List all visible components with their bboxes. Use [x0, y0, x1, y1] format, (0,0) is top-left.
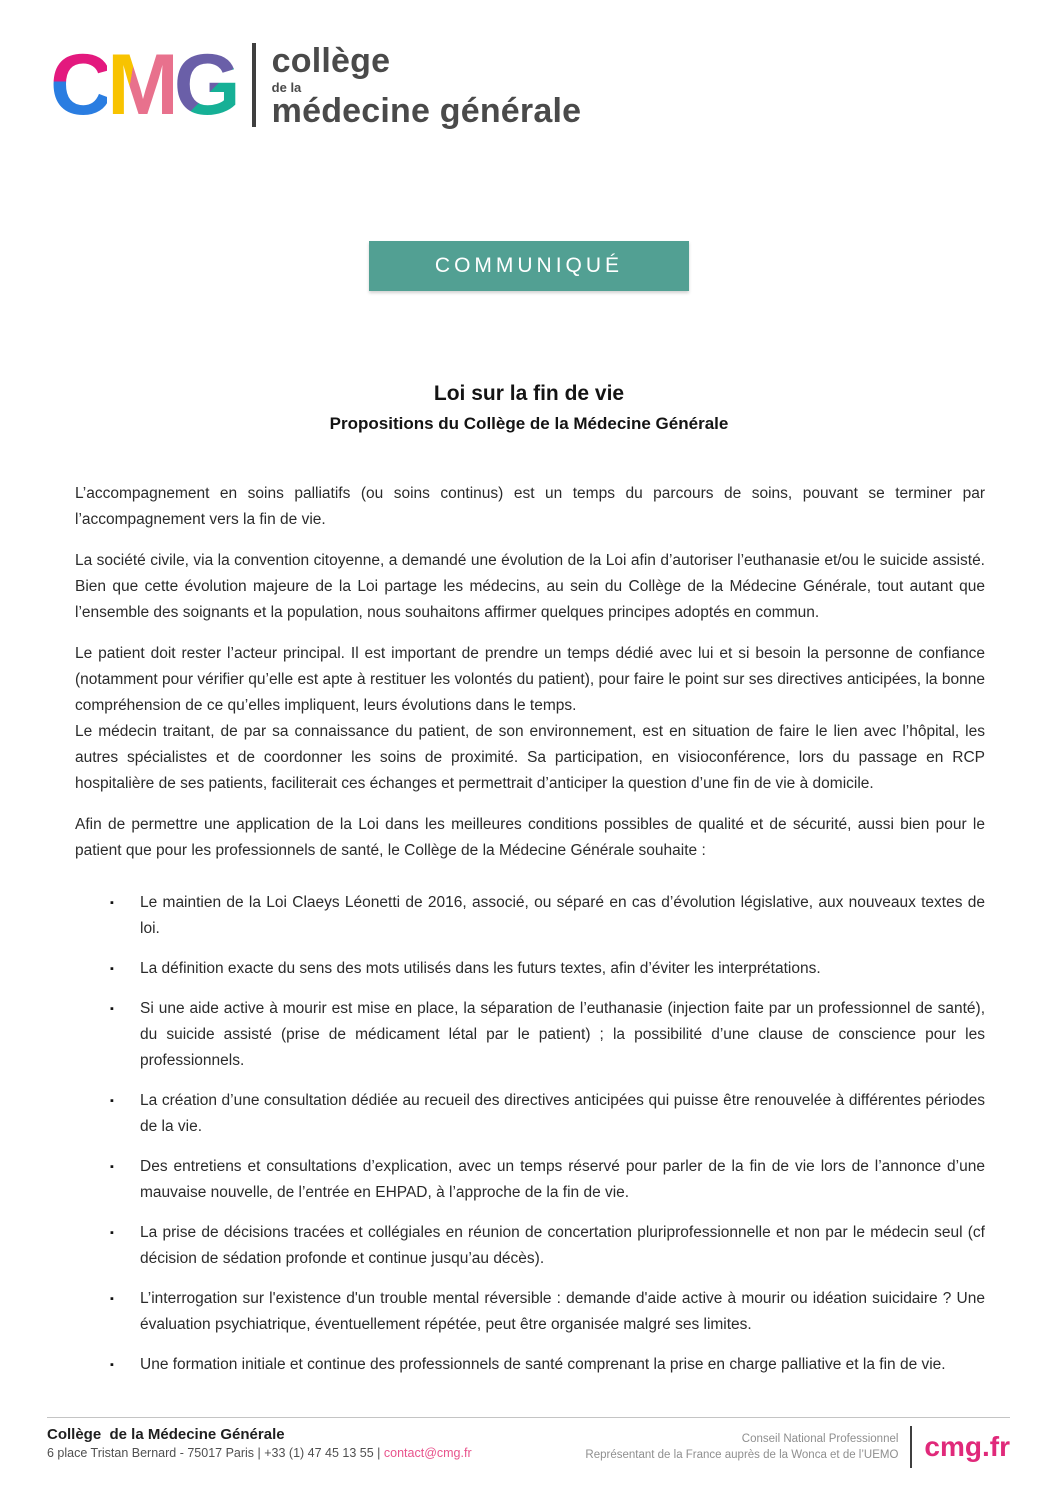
list-item	[110, 1088, 985, 1140]
footer-address	[47, 1446, 472, 1460]
footer-affiliation-line2: Représentant de la France auprès de la Wonca et de l’UEMO	[585, 1449, 899, 1461]
logo-divider	[252, 43, 256, 127]
wordmark-medecine-generale: médecine générale	[271, 92, 582, 130]
list-item	[110, 1220, 985, 1272]
cmg-logo-acronym	[50, 37, 236, 133]
footer-email-link[interactable]: contact@cmg.fr	[383, 1446, 472, 1460]
footer-site-link[interactable]: cmg.fr	[924, 1431, 1010, 1462]
list-item	[110, 1154, 985, 1206]
paragraph-souhaite: Afin de permettre une application de la Loi dans les meilleures conditions possibles de qualité et de sécurité, aussi bien pour le patient que pour les professionnels de santé, le Collège de la Médecine Générale souhaite :	[75, 816, 985, 859]
wordmark-college: collège	[271, 42, 391, 80]
list-item-text: La création d’une consultation dédiée au recueil des directives anticipées qui puisse être renouvelée à différentes périodes de la vie.	[140, 1092, 985, 1135]
footer-contact-block	[47, 1426, 472, 1460]
paragraph-medecin-traitant: Le médecin traitant, de par sa connaissance du patient, de son environnement, est en situation de faire le lien avec l’hôpital, les autres spécialistes et de coordonner les soins de proximité. Sa participation, en visioconférence, lors du passage en RCP hospitalière de ses patients, faciliterait ces échanges et permettrait d’anticiper la question d’une fin de vie à domicile.	[75, 723, 985, 792]
footer-org-name: Collège de la Médecine Générale	[47, 1426, 285, 1443]
list-item-text: Une formation initiale et continue des professionnels de santé comprenant la prise en charge palliative et la fin de vie.	[140, 1356, 946, 1373]
list-item	[110, 1352, 985, 1378]
page-footer	[47, 1417, 1010, 1468]
footer-affiliation-line1: Conseil National Professionnel	[741, 1433, 899, 1445]
footer-address-text: 6 place Tristan Bernard - 75017 Paris | +33 (1) 47 45 13 55 |	[47, 1446, 384, 1460]
wordmark-de-la: de la	[271, 80, 302, 95]
footer-affiliation-block	[585, 1426, 1010, 1468]
logo-letter-m: M	[107, 37, 174, 133]
list-item-text: La définition exacte du sens des mots utilisés dans les futurs textes, afin d’éviter les interprétations.	[140, 960, 821, 977]
bullet-square-icon: ▪	[110, 1359, 114, 1371]
paragraph-intro: L’accompagnement en soins palliatifs (ou soins continus) est un temps du parcours de soins, pouvant se terminer par l’accompagnement vers la fin de vie.	[75, 485, 985, 528]
list-item	[110, 890, 985, 942]
cmg-logo	[50, 37, 582, 133]
list-item-text: Des entretiens et consultations d’explication, avec un temps réservé pour parler de la fin de vie lors de l’annonce d’une mauvaise nouvelle, de l’entrée en EHPAD, à l’approche de la fin de vie.	[140, 1158, 985, 1201]
logo-letter-g: G	[173, 37, 236, 133]
list-item-text: La prise de décisions tracées et collégiales en réunion de concertation pluriprofessionnelle et non par le médecin seul (cf décision de sédation profonde et continue jusqu’au décès).	[140, 1224, 985, 1267]
proposals-list	[75, 890, 985, 1378]
paragraph-patient: Le patient doit rester l’acteur principal. Il est important de prendre un temps dédié avec lui et si besoin la personne de confiance (notamment pour vérifier qu’elle est apte à restituer les volontés du patient), pour faire le point sur ses directives anticipées, la bonne compréhension de ce qu’elles impliquent, leurs évolutions dans le temps.	[75, 645, 985, 714]
list-item	[110, 956, 985, 982]
list-item-text: L’interrogation sur l'existence d'un trouble mental réversible : demande d'aide active à mourir ou idéation suicidaire ? Une évaluation psychiatrique, éventuellement répétée, peut être organisée malgré ses limites.	[140, 1290, 985, 1333]
bullet-square-icon: ▪	[110, 963, 114, 975]
logo-letter-c: C	[50, 37, 108, 133]
logo-wordmark	[272, 42, 582, 128]
list-item-text: Le maintien de la Loi Claeys Léonetti de 2016, associé, ou séparé en cas d’évolution législative, aux nouveaux textes de loi.	[140, 894, 985, 937]
communique-banner: COMMUNIQUÉ	[369, 241, 689, 291]
document-body	[75, 481, 985, 1392]
paragraph-societe-civile: La société civile, via la convention citoyenne, a demandé une évolution de la Loi afin d’autoriser l’euthanasie et/ou le suicide assisté. Bien que cette évolution majeure de la Loi partage les médecins, au sein du Collège de la Médecine Générale, tout autant que l’ensemble des soignants et la population, nous souhaitons affirmer quelques principes adoptés en commun.	[75, 552, 985, 621]
bullet-square-icon: ▪	[110, 1293, 114, 1305]
bullet-square-icon: ▪	[110, 1161, 114, 1173]
bullet-square-icon: ▪	[110, 897, 114, 909]
page-subtitle: Propositions du Collège de la Médecine Générale	[329, 414, 729, 433]
list-item-text: Si une aide active à mourir est mise en place, la séparation de l’euthanasie (injection faite par un professionnel de santé), du suicide assisté (prise de médicament létal par le patient) ; la possibilité d’une clause de conscience pour les professionnels.	[140, 1000, 985, 1069]
footer-divider	[910, 1426, 912, 1468]
page-title: Loi sur la fin de vie	[433, 382, 625, 405]
list-item	[110, 1286, 985, 1338]
bullet-square-icon: ▪	[110, 1095, 114, 1107]
footer-affiliation-text	[585, 1431, 898, 1463]
bullet-square-icon: ▪	[110, 1227, 114, 1239]
bullet-square-icon: ▪	[110, 1003, 114, 1015]
list-item	[110, 996, 985, 1074]
